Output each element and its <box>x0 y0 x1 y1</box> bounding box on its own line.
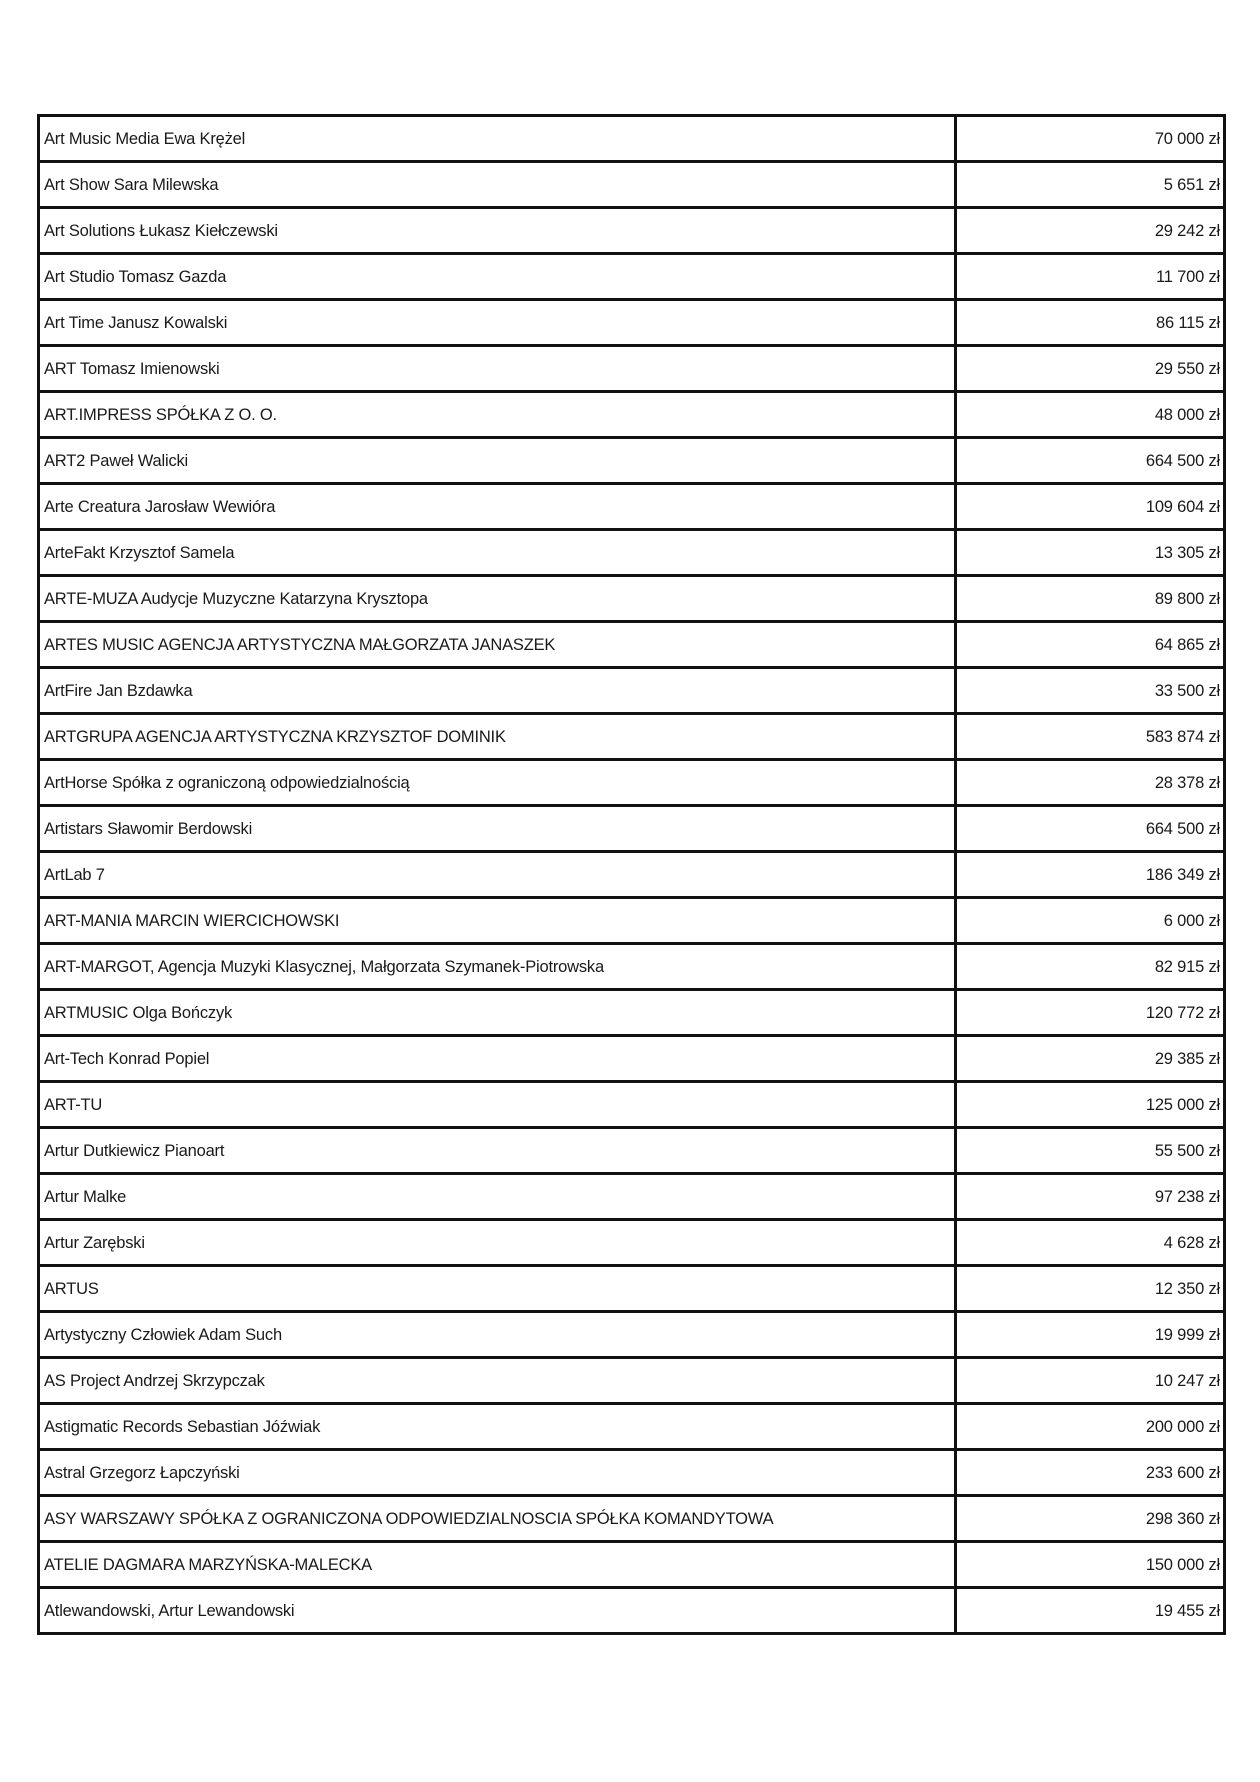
recipient-name-cell: ART-MARGOT, Agencja Muzyki Klasycznej, Małgorzata Szymanek-Piotrowska <box>39 944 956 990</box>
amount-cell: 200 000 zł <box>956 1404 1225 1450</box>
recipient-name-cell: ART2 Paweł Walicki <box>39 438 956 484</box>
grants-table <box>37 114 1226 1635</box>
amount-cell: 5 651 zł <box>956 162 1225 208</box>
table-row <box>39 760 1225 806</box>
table-row <box>39 162 1225 208</box>
amount-cell: 33 500 zł <box>956 668 1225 714</box>
amount-cell: 125 000 zł <box>956 1082 1225 1128</box>
amount-cell: 4 628 zł <box>956 1220 1225 1266</box>
table-row <box>39 1220 1225 1266</box>
table-row <box>39 438 1225 484</box>
recipient-name-cell: ARTMUSIC Olga Bończyk <box>39 990 956 1036</box>
amount-cell: 12 350 zł <box>956 1266 1225 1312</box>
table-row <box>39 392 1225 438</box>
amount-cell: 89 800 zł <box>956 576 1225 622</box>
recipient-name-cell: Artystyczny Człowiek Adam Such <box>39 1312 956 1358</box>
table-row <box>39 1496 1225 1542</box>
amount-cell: 6 000 zł <box>956 898 1225 944</box>
recipient-name-cell: Astigmatic Records Sebastian Jóźwiak <box>39 1404 956 1450</box>
amount-cell: 82 915 zł <box>956 944 1225 990</box>
amount-cell: 13 305 zł <box>956 530 1225 576</box>
table-row <box>39 1128 1225 1174</box>
recipient-name-cell: ART.IMPRESS SPÓŁKA Z O. O. <box>39 392 956 438</box>
amount-cell: 55 500 zł <box>956 1128 1225 1174</box>
table-row <box>39 990 1225 1036</box>
recipient-name-cell: Artur Dutkiewicz Pianoart <box>39 1128 956 1174</box>
recipient-name-cell: ArtFire Jan Bzdawka <box>39 668 956 714</box>
table-row <box>39 1036 1225 1082</box>
recipient-name-cell: ASY WARSZAWY SPÓŁKA Z OGRANICZONA ODPOWIEDZIALNOSCIA SPÓŁKA KOMANDYTOWA <box>39 1496 956 1542</box>
table-row <box>39 1450 1225 1496</box>
recipient-name-cell: Art Show Sara Milewska <box>39 162 956 208</box>
amount-cell: 298 360 zł <box>956 1496 1225 1542</box>
amount-cell: 70 000 zł <box>956 116 1225 162</box>
amount-cell: 10 247 zł <box>956 1358 1225 1404</box>
table-row <box>39 898 1225 944</box>
table-row <box>39 852 1225 898</box>
amount-cell: 150 000 zł <box>956 1542 1225 1588</box>
amount-cell: 29 242 zł <box>956 208 1225 254</box>
recipient-name-cell: ARTE-MUZA Audycje Muzyczne Katarzyna Krysztopa <box>39 576 956 622</box>
recipient-name-cell: ArtHorse Spółka z ograniczoną odpowiedzialnością <box>39 760 956 806</box>
recipient-name-cell: Artur Malke <box>39 1174 956 1220</box>
recipient-name-cell: AS Project Andrzej Skrzypczak <box>39 1358 956 1404</box>
recipient-name-cell: Art Time Janusz Kowalski <box>39 300 956 346</box>
table-row <box>39 1082 1225 1128</box>
amount-cell: 233 600 zł <box>956 1450 1225 1496</box>
amount-cell: 86 115 zł <box>956 300 1225 346</box>
amount-cell: 186 349 zł <box>956 852 1225 898</box>
table-row <box>39 576 1225 622</box>
recipient-name-cell: ART-MANIA MARCIN WIERCICHOWSKI <box>39 898 956 944</box>
amount-cell: 97 238 zł <box>956 1174 1225 1220</box>
recipient-name-cell: Atlewandowski, Artur Lewandowski <box>39 1588 956 1634</box>
amount-cell: 120 772 zł <box>956 990 1225 1036</box>
table-row <box>39 944 1225 990</box>
table-row <box>39 1404 1225 1450</box>
table-row <box>39 714 1225 760</box>
recipient-name-cell: ARTGRUPA AGENCJA ARTYSTYCZNA KRZYSZTOF DOMINIK <box>39 714 956 760</box>
recipient-name-cell: Arte Creatura Jarosław Wewióra <box>39 484 956 530</box>
table-row <box>39 484 1225 530</box>
amount-cell: 583 874 zł <box>956 714 1225 760</box>
table-row <box>39 254 1225 300</box>
table-row <box>39 1358 1225 1404</box>
recipient-name-cell: Artur Zarębski <box>39 1220 956 1266</box>
table-row <box>39 622 1225 668</box>
recipient-name-cell: Artistars Sławomir Berdowski <box>39 806 956 852</box>
recipient-name-cell: ARTUS <box>39 1266 956 1312</box>
table-row <box>39 530 1225 576</box>
table-row <box>39 1542 1225 1588</box>
table-row <box>39 1174 1225 1220</box>
table-row <box>39 1266 1225 1312</box>
recipient-name-cell: Astral Grzegorz Łapczyński <box>39 1450 956 1496</box>
table-row <box>39 346 1225 392</box>
table-row <box>39 806 1225 852</box>
amount-cell: 64 865 zł <box>956 622 1225 668</box>
amount-cell: 29 550 zł <box>956 346 1225 392</box>
amount-cell: 28 378 zł <box>956 760 1225 806</box>
amount-cell: 48 000 zł <box>956 392 1225 438</box>
recipient-name-cell: Art Solutions Łukasz Kiełczewski <box>39 208 956 254</box>
table-row <box>39 668 1225 714</box>
grants-table-body <box>39 116 1225 1634</box>
table-row <box>39 1588 1225 1634</box>
recipient-name-cell: ArteFakt Krzysztof Samela <box>39 530 956 576</box>
recipient-name-cell: ArtLab 7 <box>39 852 956 898</box>
amount-cell: 19 999 zł <box>956 1312 1225 1358</box>
amount-cell: 19 455 zł <box>956 1588 1225 1634</box>
recipient-name-cell: ATELIE DAGMARA MARZYŃSKA-MALECKA <box>39 1542 956 1588</box>
recipient-name-cell: Art-Tech Konrad Popiel <box>39 1036 956 1082</box>
recipient-name-cell: Art Music Media Ewa Krężel <box>39 116 956 162</box>
table-row <box>39 1312 1225 1358</box>
recipient-name-cell: Art Studio Tomasz Gazda <box>39 254 956 300</box>
recipient-name-cell: ART-TU <box>39 1082 956 1128</box>
amount-cell: 11 700 zł <box>956 254 1225 300</box>
amount-cell: 664 500 zł <box>956 806 1225 852</box>
recipient-name-cell: ARTES MUSIC AGENCJA ARTYSTYCZNA MAŁGORZATA JANASZEK <box>39 622 956 668</box>
table-row <box>39 208 1225 254</box>
recipient-name-cell: ART Tomasz Imienowski <box>39 346 956 392</box>
amount-cell: 29 385 zł <box>956 1036 1225 1082</box>
table-row <box>39 300 1225 346</box>
amount-cell: 109 604 zł <box>956 484 1225 530</box>
table-row <box>39 116 1225 162</box>
amount-cell: 664 500 zł <box>956 438 1225 484</box>
